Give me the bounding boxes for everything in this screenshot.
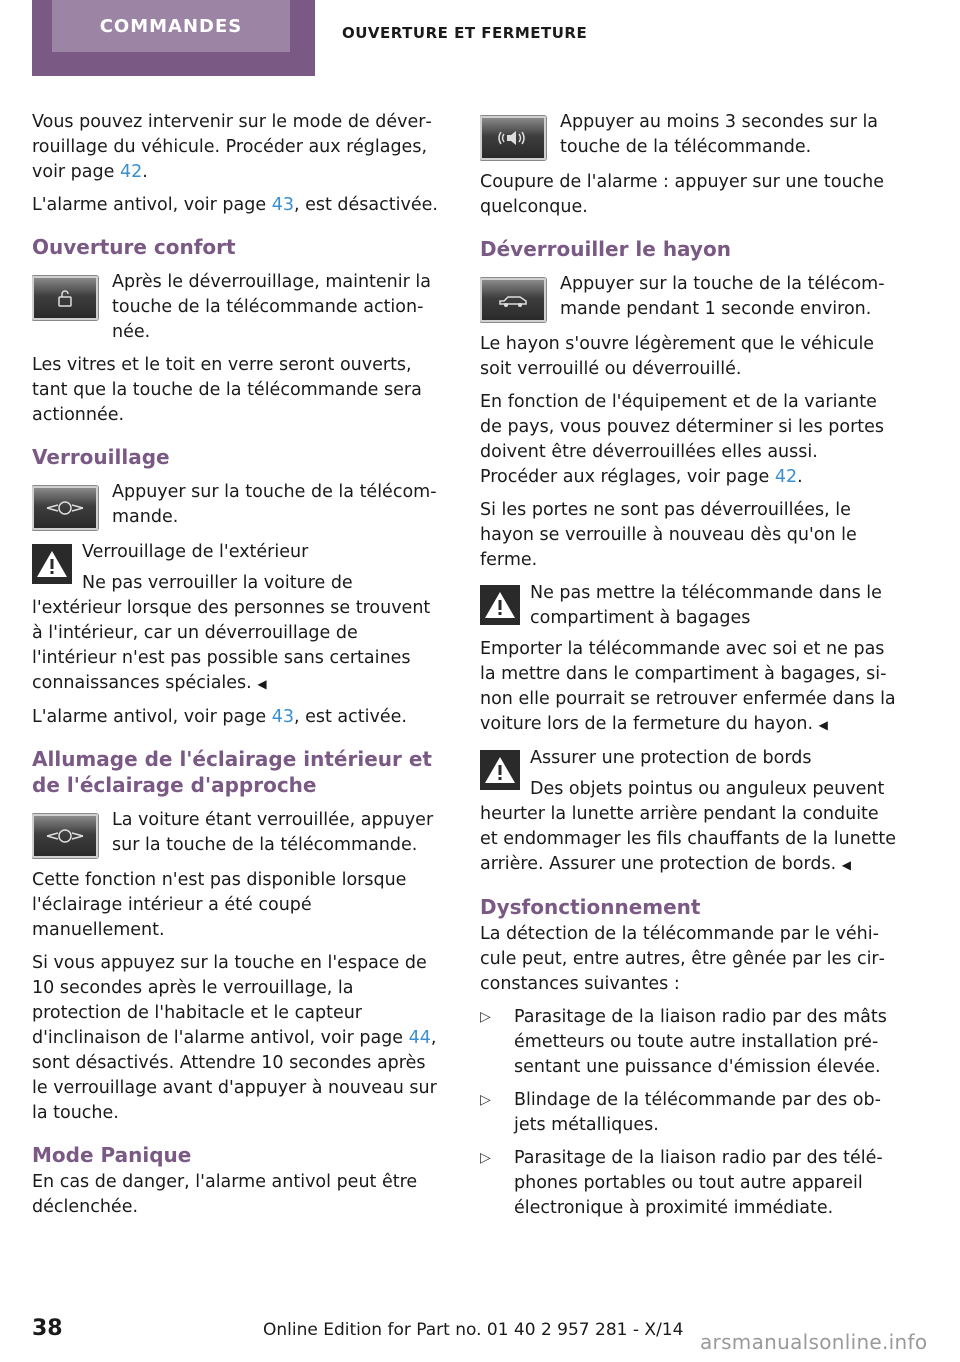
- page-link[interactable]: 42: [119, 162, 143, 182]
- warning-text: Des objets pointus ou anguleux peuvent heurter la lunette arrière pendant la conduite et endommager les fils chauffants de la lunette arrière. Assurer une protection de bords.: [480, 779, 897, 874]
- warning-title: Verrouillage de l'extérieur: [82, 542, 309, 562]
- paragraph: [32, 951, 442, 1126]
- tailgate-button-icon: [480, 278, 546, 322]
- page-number: 38: [32, 1316, 63, 1341]
- page-link[interactable]: 44: [408, 1028, 431, 1048]
- warning-block: [480, 746, 900, 878]
- paragraph: Les vitres et le toit en verre seront ouverts, tant que la touche de la télécommande sera actionnée.: [32, 355, 422, 425]
- text: .: [797, 467, 803, 487]
- warning-title: Ne pas mettre la télécommande dans le compartiment à bagages: [530, 583, 882, 628]
- section-title: OUVERTURE ET FERMETURE: [342, 24, 588, 42]
- list-item: [480, 1005, 900, 1080]
- paragraph: [32, 193, 442, 218]
- warning-triangle-icon: [32, 544, 72, 584]
- instruction-row: [32, 808, 442, 860]
- page-link[interactable]: 42: [774, 467, 798, 487]
- left-column: [32, 110, 442, 1228]
- paragraph: Cette fonction n'est pas disponible lorsque l'éclairage intérieur a été coupé manuellement.: [32, 870, 407, 940]
- heading-ouverture-confort: Ouverture confort: [32, 235, 236, 259]
- paragraph: [32, 110, 442, 185]
- list-item-text: Parasitage de la liaison radio par des mâts émetteurs ou toute autre installation présentant une puissance d'émission élevée.: [514, 1007, 887, 1077]
- list-item-text: Blindage de la télécommande par des objets métalliques.: [514, 1090, 881, 1135]
- paragraph: [32, 705, 442, 730]
- heading-dysfonctionnement: Dysfonctionnement: [480, 895, 701, 919]
- list-item-text: Parasitage de la liaison radio par des téléphones portables ou tout autre appareil électronique à proximité immédiate.: [514, 1148, 883, 1218]
- right-column: [480, 110, 900, 1229]
- bullet-arrow-icon: ▷: [480, 1092, 491, 1108]
- page-header: [0, 0, 960, 78]
- text: L'alarme antivol, voir page: [32, 195, 272, 215]
- mini-logo-button-icon: [32, 814, 98, 858]
- bullet-list: [480, 1005, 900, 1221]
- warning-title: Assurer une protection de bords: [530, 748, 812, 768]
- heading-allumage: Allumage de l'éclairage intérieur et de l'éclairage d'approche: [32, 747, 432, 797]
- text: Si vous appuyez sur la touche en l'espace de 10 secondes après le verrouillage, la protection de l'habitacle et le capteur d'inclinaison de l'alarme antivol, voir page: [32, 953, 427, 1048]
- text: L'alarme antivol, voir page: [32, 707, 272, 727]
- chapter-tab-label: COMMANDES: [52, 0, 290, 52]
- warning-triangle-icon: [480, 750, 520, 790]
- list-item: [480, 1146, 900, 1221]
- instruction-row: [32, 480, 442, 532]
- instruction-text: Appuyer sur la touche de la télécommande.: [112, 482, 437, 527]
- warning-text: Ne pas verrouiller la voiture de l'extérieur lorsque des personnes se trouvent à l'intérieur, car un déverrouillage de l'intérieur n'est pas possible sans certaines connaissances spéciales.: [32, 573, 431, 693]
- page-link[interactable]: 43: [271, 707, 294, 727]
- instruction-row: [480, 110, 900, 162]
- edition-note: Online Edition for Part no. 01 40 2 957 281 - X/14: [263, 1320, 684, 1340]
- instruction-text: Appuyer au moins 3 secondes sur la touche de la télécommande.: [560, 112, 879, 157]
- paragraph: [480, 390, 900, 490]
- text: .: [142, 162, 148, 182]
- unlock-button-icon: [32, 276, 98, 320]
- paragraph: La détection de la télécommande par le véhicule peut, entre autres, être gênée par les circonstances suivantes :: [480, 924, 885, 994]
- bullet-arrow-icon: ▷: [480, 1009, 491, 1025]
- heading-verrouillage: Verrouillage: [32, 445, 170, 469]
- text: , sont désactivés. Attendre 10 secondes après le verrouillage avant d'appuyer à nouveau sur la touche.: [32, 1028, 437, 1123]
- warning-block: [480, 581, 900, 738]
- mini-logo-button-icon: [32, 486, 98, 530]
- warning-block: [32, 540, 442, 697]
- end-mark: ◀: [818, 718, 828, 732]
- text: En fonction de l'équipement et de la variante de pays, vous pouvez déterminer si les portes doivent être déverrouillées elles aussi. Procéder aux réglages, voir page: [480, 392, 885, 487]
- end-mark: ◀: [841, 858, 851, 872]
- instruction-text: Appuyer sur la touche de la télécommande pendant 1 seconde environ.: [560, 274, 885, 319]
- bullet-arrow-icon: ▷: [480, 1150, 491, 1166]
- chapter-tab: [32, 0, 315, 76]
- instruction-row: [32, 270, 442, 345]
- text: , est activée.: [293, 707, 407, 727]
- warning-triangle-icon: [480, 585, 520, 625]
- instruction-text: Après le déverrouillage, maintenir la touche de la télécommande actionnée.: [112, 272, 431, 342]
- paragraph: Si les portes ne sont pas déverrouillées, le hayon se verrouille à nouveau dès qu'on le ferme.: [480, 500, 857, 570]
- list-item: [480, 1088, 900, 1138]
- heading-mode-panique: Mode Panique: [32, 1143, 192, 1167]
- watermark: arsmanualsonline.info: [700, 1330, 928, 1354]
- paragraph: En cas de danger, l'alarme antivol peut être déclenchée.: [32, 1172, 418, 1217]
- panic-sound-button-icon: [480, 116, 546, 160]
- instruction-row: [480, 272, 900, 324]
- instruction-text: La voiture étant verrouillée, appuyer sur la touche de la télécommande.: [112, 810, 434, 855]
- text: Vous pouvez intervenir sur le mode de déverrouillage du véhicule. Procéder aux réglages, voir page: [32, 112, 432, 182]
- heading-deverrouiller-hayon: Déverrouiller le hayon: [480, 237, 731, 261]
- paragraph: Le hayon s'ouvre légèrement que le véhicule soit verrouillé ou déverrouillé.: [480, 334, 875, 379]
- end-mark: ◀: [257, 677, 267, 691]
- warning-text: Emporter la télécommande avec soi et ne pas la mettre dans le compartiment à bagages, sinon elle pourrait se retrouver enfermée dans la voiture lors de la fermeture du hayon.: [480, 639, 896, 734]
- text: , est désactivée.: [293, 195, 438, 215]
- page-link[interactable]: 43: [271, 195, 294, 215]
- paragraph: Coupure de l'alarme : appuyer sur une touche quelconque.: [480, 172, 885, 217]
